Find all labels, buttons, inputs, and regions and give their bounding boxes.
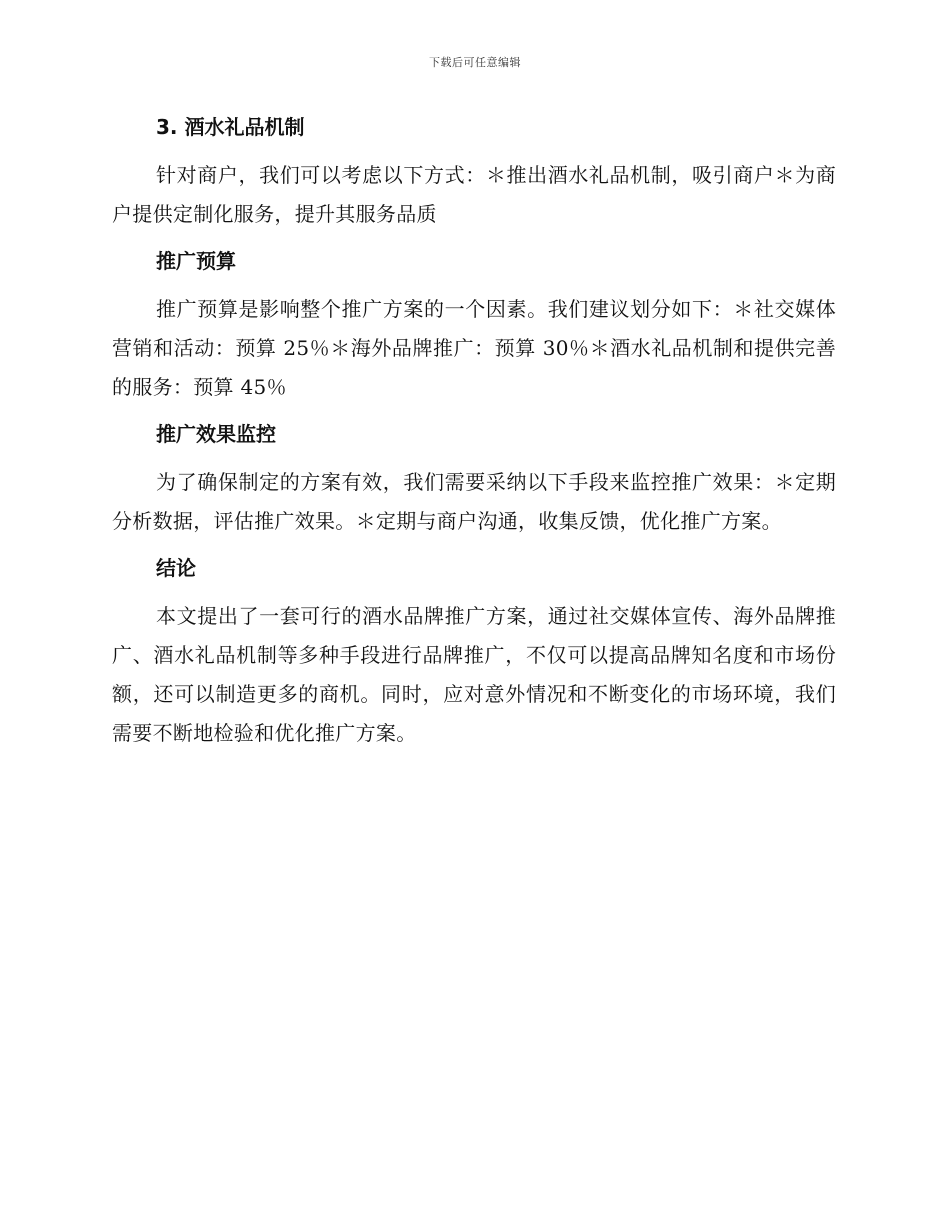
section-heading: 3. 酒水礼品机制 [156, 115, 305, 139]
section-heading: 推广效果监控 [156, 422, 276, 446]
section-effect-monitoring [112, 415, 836, 541]
section-paragraph: 本文提出了一套可行的酒水品牌推广方案，通过社交媒体宣传、海外品牌推广、酒水礼品机制等多种手段进行品牌推广，不仅可以提高品牌知名度和市场份额，还可以制造更多的商机。同时，应对意外情况和不断变化的市场环境，我们需要不断地检验和优化推广方案。 [112, 604, 836, 745]
section-heading: 结论 [156, 556, 196, 580]
section-conclusion [112, 549, 836, 753]
section-paragraph: 针对商户，我们可以考虑以下方式：＊推出酒水礼品机制，吸引商户＊为商户提供定制化服务，提升其服务品质 [112, 163, 836, 226]
document-body [112, 108, 836, 761]
section-paragraph: 为了确保制定的方案有效，我们需要采纳以下手段来监控推广效果：＊定期分析数据，评估推广效果。＊定期与商户沟通，收集反馈，优化推广方案。 [112, 470, 836, 533]
section-heading: 推广预算 [156, 249, 236, 273]
section-paragraph: 推广预算是影响整个推广方案的一个因素。我们建议划分如下：＊社交媒体营销和活动：预算 25％＊海外品牌推广：预算 30％＊酒水礼品机制和提供完善的服务：预算 45％ [112, 297, 836, 399]
section-promotion-budget [112, 242, 836, 407]
section-gift-mechanism [112, 108, 836, 234]
page-header: 下载后可任意编辑 [429, 56, 521, 69]
